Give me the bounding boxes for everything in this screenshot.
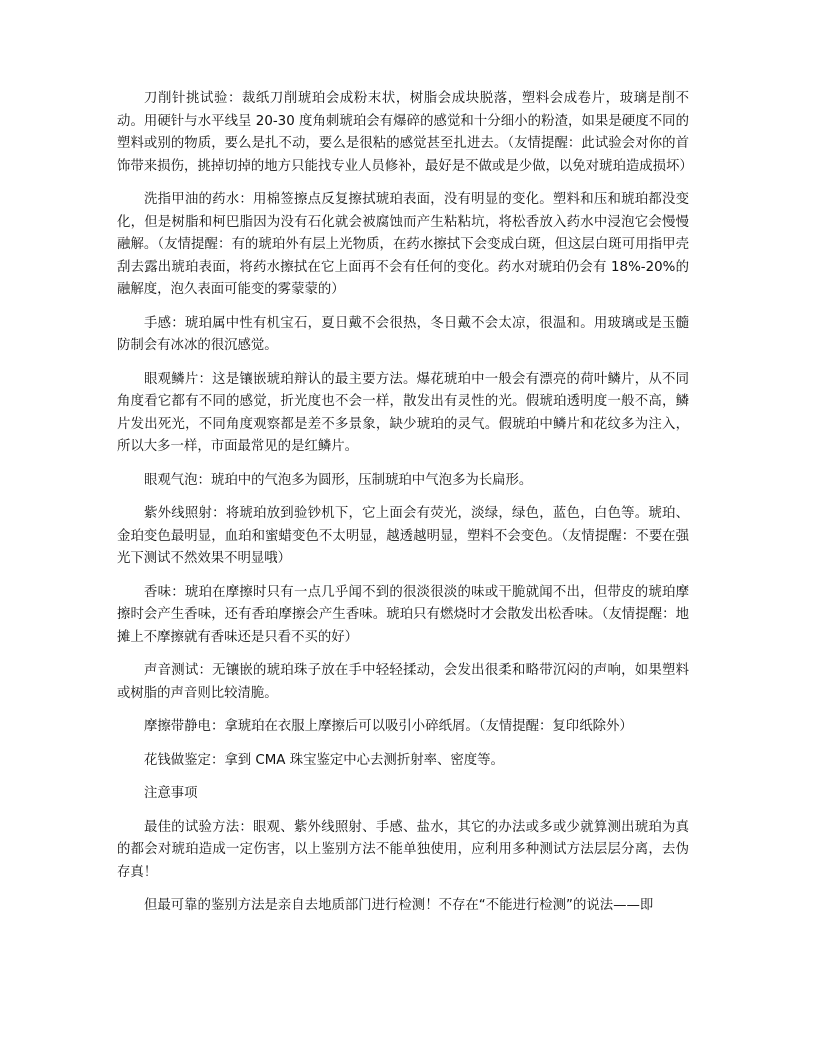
- paragraph-bubble-observation: 眼观气泡：琥珀中的气泡多为圆形，压制琥珀中气泡多为长扁形。: [144, 472, 533, 488]
- paragraph-scent-test: 香味：琥珀在摩擦时只有一点几乎闻不到的很淡很淡的味或干脆就闻不出，但带皮的琥珀摩擦时会产生香味，还有香珀摩擦会产生香味。琥珀只有燃烧时才会散发出松香味。（友情提醒：地摊上不摩擦就有香味还是只看不买的好）: [117, 584, 689, 645]
- paragraph-scale-observation: 眼观鳞片：这是镶嵌琥珀辩认的最主要方法。爆花琥珀中一般会有漂亮的荷叶鳞片，从不同角度看它都有不同的感觉，折光度也不会一样，散发出有灵性的光。假琥珀透明度一般不高，鳞片发出死光，不同角度观察都是差不多景象，缺少琥珀的灵气。假琥珀中鳞片和花纹多为注入，所以大多一样，市面最常见的是红鳞片。: [117, 371, 689, 454]
- paragraph-static-test: 摩擦带静电：拿琥珀在衣服上摩擦后可以吸引小碎纸屑。（友情提醒：复印纸除外）: [144, 719, 633, 734]
- paragraph-paid-appraisal: 花钱做鉴定：拿到 CMA 珠宝鉴定中心去测折射率、密度等。: [144, 752, 504, 768]
- paragraph-uv-test: 紫外线照射：将琥珀放到验钞机下，它上面会有荧光，淡绿，绿色，蓝色，白色等。琥珀、金珀变色最明显，血珀和蜜蜡变色不太明显，越透越明显，塑料不会变色。（友情提醒：不要在强光下测试不然效果不明显哦）: [117, 506, 689, 566]
- paragraph-knife-needle-test: 刀削针挑试验：裁纸刀削琥珀会成粉末状，树脂会成块脱落，塑料会成卷片，玻璃是削不动。用硬针与水平线呈 20-30 度角刺琥珀会有爆碎的感觉和十分细小的粉渣，如果是硬度不同的塑料或别的物质，要么是扎不动，要么是很粘的感觉甚至扎进去。（友情提醒：此试验会对你的首饰带来损伤，挑掉切掉的地方只能找专业人员修补，最好是不做或是少做，以免对琥珀造成损坏）: [117, 91, 693, 174]
- paragraph-sound-test: 声音测试：无镶嵌的琥珀珠子放在手中轻轻揉动，会发出很柔和略带沉闷的声响，如果塑料或树脂的声音则比较清脆。: [117, 663, 689, 701]
- paragraph-touch-test: 手感：琥珀属中性有机宝石，夏日戴不会很热，冬日戴不会太凉，很温和。用玻璃或是玉髓防制会有冰冰的很沉感觉。: [117, 315, 689, 353]
- paragraph-best-method: 最佳的试验方法：眼观、紫外线照射、手感、盐水，其它的办法或多或少就算测出琥珀为真的都会对琥珀造成一定伤害，以上鉴别方法不能单独使用，应利用多种测试方法层层分离，去伪存真！: [117, 819, 689, 880]
- document-body: [117, 88, 693, 929]
- paragraph-most-reliable-method: 但最可靠的鉴别方法是亲自去地质部门进行检测！不存在“不能进行检测”的说法——即: [144, 898, 654, 913]
- section-heading-notes: 注意事项: [144, 786, 198, 801]
- paragraph-nail-polish-remover-test: 洗指甲油的药水：用棉签擦点反复擦拭琥珀表面，没有明显的变化。塑料和压和琥珀都没变化，但是树脂和柯巴脂因为没有石化就会被腐蚀而产生粘粘坑，将松香放入药水中浸泡它会慢慢融解。（友情提醒：有的琥珀外有层上光物质，在药水擦拭下会变成白斑，但这层白斑可用指甲壳刮去露出琥珀表面，将药水擦拭在它上面再不会有任何的变化。药水对琥珀仍会有 18%-20%的融解度，泡久表面可能变的雾蒙蒙的）: [117, 192, 689, 297]
